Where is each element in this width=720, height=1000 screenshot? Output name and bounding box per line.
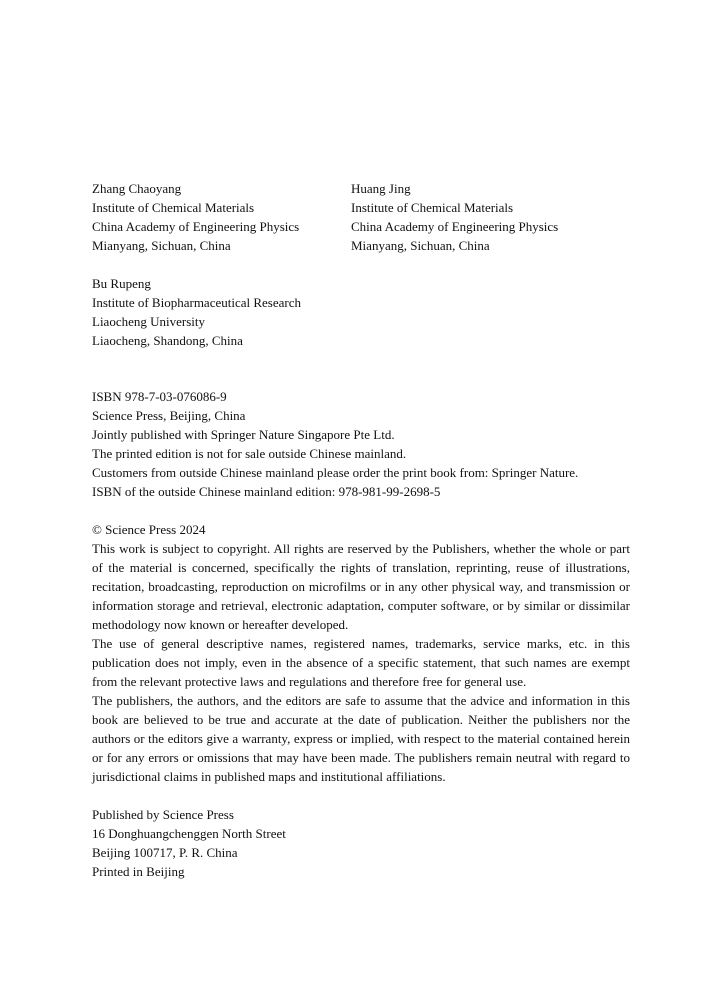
author-affiliation-line: Liaocheng University <box>92 314 205 329</box>
copyright-page <box>92 179 630 881</box>
authors-row <box>92 179 630 255</box>
author-name: Zhang Chaoyang <box>92 181 182 196</box>
publisher-line: Beijing 100717, P. R. China <box>92 845 238 860</box>
author-zhang-chaoyang <box>92 179 351 255</box>
isbn-line: ISBN of the outside Chinese mainland edition: 978-981-99-2698-5 <box>92 484 441 499</box>
isbn-block <box>92 387 630 501</box>
author-affiliation-line: Institute of Chemical Materials <box>92 200 255 215</box>
copyright-paragraph: The publishers, the authors, and the editors are safe to assume that the advice and information in this book are believed to be true and accurate at the date of publication. Neither the publishers nor the authors or the editors give a warranty, express or implied, with respect to the material contained herein or for any errors or omissions that may have been made. The publishers remain neutral with regard to jurisdictional claims in published maps and institutional affiliations. <box>92 693 630 784</box>
author-affiliation-line: Mianyang, Sichuan, China <box>92 238 231 253</box>
publisher-block <box>92 805 630 881</box>
isbn-line: ISBN 978-7-03-076086-9 <box>92 389 227 404</box>
author-huang-jing <box>351 179 610 255</box>
publisher-line: Published by Science Press <box>92 807 234 822</box>
copyright-paragraph: This work is subject to copyright. All rights are reserved by the Publishers, whether the whole or part of the material is concerned, specifically the rights of translation, reprinting, reuse of illustrations, recitation, broadcasting, reproduction on microfilms or in any other physical way, and transmission or information storage and retrieval, electronic adaptation, computer software, or by similar or dissimilar methodology now known or hereafter developed. <box>92 541 630 632</box>
author-name: Bu Rupeng <box>92 276 151 291</box>
copyright-notice: © Science Press 2024 <box>92 522 206 537</box>
copyright-paragraph: The use of general descriptive names, registered names, trademarks, service marks, etc. in this publication does not imply, even in the absence of a specific statement, that such names are exempt from the relevant protective laws and regulations and therefore free for general use. <box>92 636 630 689</box>
author-affiliation-line: Institute of Chemical Materials <box>351 200 514 215</box>
author-bu-rupeng <box>92 274 351 350</box>
copyright-block <box>92 520 630 786</box>
author-affiliation-line: China Academy of Engineering Physics <box>351 219 559 234</box>
publisher-line: 16 Donghuangchenggen North Street <box>92 826 286 841</box>
author-affiliation-line: Institute of Biopharmaceutical Research <box>92 295 302 310</box>
author-affiliation-line: China Academy of Engineering Physics <box>92 219 300 234</box>
publisher-line: Printed in Beijing <box>92 864 185 879</box>
isbn-line: Science Press, Beijing, China <box>92 408 246 423</box>
isbn-line: The printed edition is not for sale outside Chinese mainland. <box>92 446 407 461</box>
isbn-line: Jointly published with Springer Nature Singapore Pte Ltd. <box>92 427 395 442</box>
author-name: Huang Jing <box>351 181 411 196</box>
author-affiliation-line: Mianyang, Sichuan, China <box>351 238 490 253</box>
author-affiliation-line: Liaocheng, Shandong, China <box>92 333 243 348</box>
isbn-line: Customers from outside Chinese mainland please order the print book from: Springer Nature. <box>92 465 579 480</box>
